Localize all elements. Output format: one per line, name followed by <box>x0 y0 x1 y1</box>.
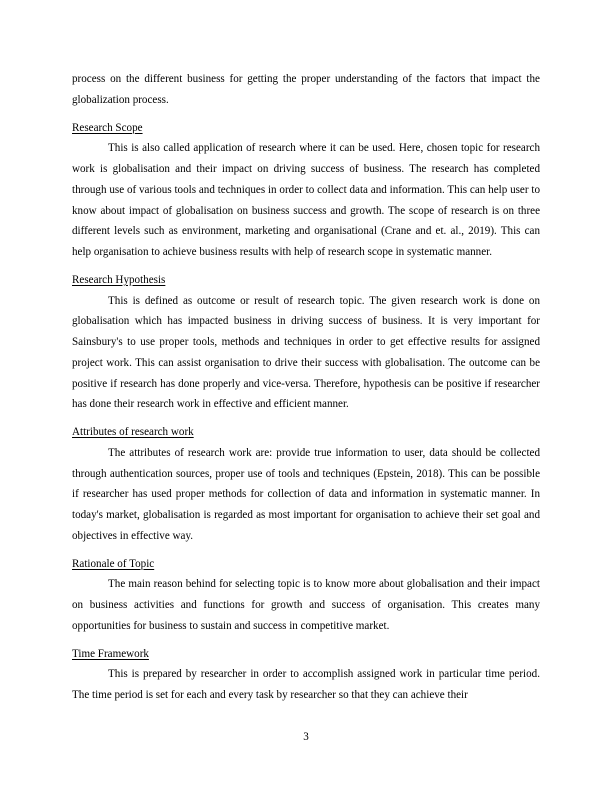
section-body-research-scope: This is also called application of research where it can be used. Here, chosen topic for research work is globalisation and their impact on driving success of business. The research has completed through use of various tools and techniques in order to collect data and information. This can help user to know about impact of globalisation on business success and growth. The scope of research is on three different levels such as environment, marketing and organisational (Crane and et. al., 2019). This can help organisation to achieve business results with help of research scope in systematic manner. <box>72 142 540 258</box>
section-body-research-hypothesis: This is defined as outcome or result of research topic. The given research work is done on globalisation which has impacted business in driving success of business. It is very important for Sainsbury's to use proper tools, methods and techniques in order to get effective results for assigned project work. This can assist organisation to drive their success with globalisation. The outcome can be positive if research has done properly and vice-versa. Therefore, hypothesis can be positive if researcher has done their research work in effective and efficient manner. <box>72 294 540 411</box>
section-heading-research-scope: Research Scope <box>72 121 143 134</box>
section-heading-rationale-of-topic: Rationale of Topic <box>72 557 155 570</box>
section-rationale-of-topic <box>72 554 540 637</box>
section-body-time-framework: This is prepared by researcher in order to accomplish assigned work in particular time period. The time period is set for each and every task by researcher so that they can achieve their <box>72 668 540 701</box>
page-content <box>72 69 540 706</box>
section-time-framework <box>72 644 540 706</box>
section-research-hypothesis <box>72 270 540 415</box>
section-heading-attributes-of-research-work: Attributes of research work <box>72 426 194 438</box>
section-body-attributes-of-research-work: The attributes of research work are: provide true information to user, data should be collected through authentication sources, proper use of tools and techniques (Epstein, 2018). This can be possible if researcher has used proper methods for collection of data and information in systematic manner. In today's market, globalisation is regarded as most important for organisation to achieve their set goal and objectives in effective way. <box>72 446 540 542</box>
section-research-scope <box>72 118 540 263</box>
intro-paragraph: process on the different business for getting the proper understanding of the factors that impact the globalization process. <box>72 73 540 106</box>
page-number: 3 <box>303 731 309 743</box>
section-heading-research-hypothesis: Research Hypothesis <box>72 273 166 286</box>
section-body-rationale-of-topic: The main reason behind for selecting topic is to know more about globalisation and their impact on business activities and functions for growth and success of organisation. This creates many opportunities for business to sustain and success in competitive market. <box>72 578 540 632</box>
section-attributes-of-research-work <box>72 422 540 547</box>
section-heading-time-framework: Time Framework <box>72 647 149 660</box>
